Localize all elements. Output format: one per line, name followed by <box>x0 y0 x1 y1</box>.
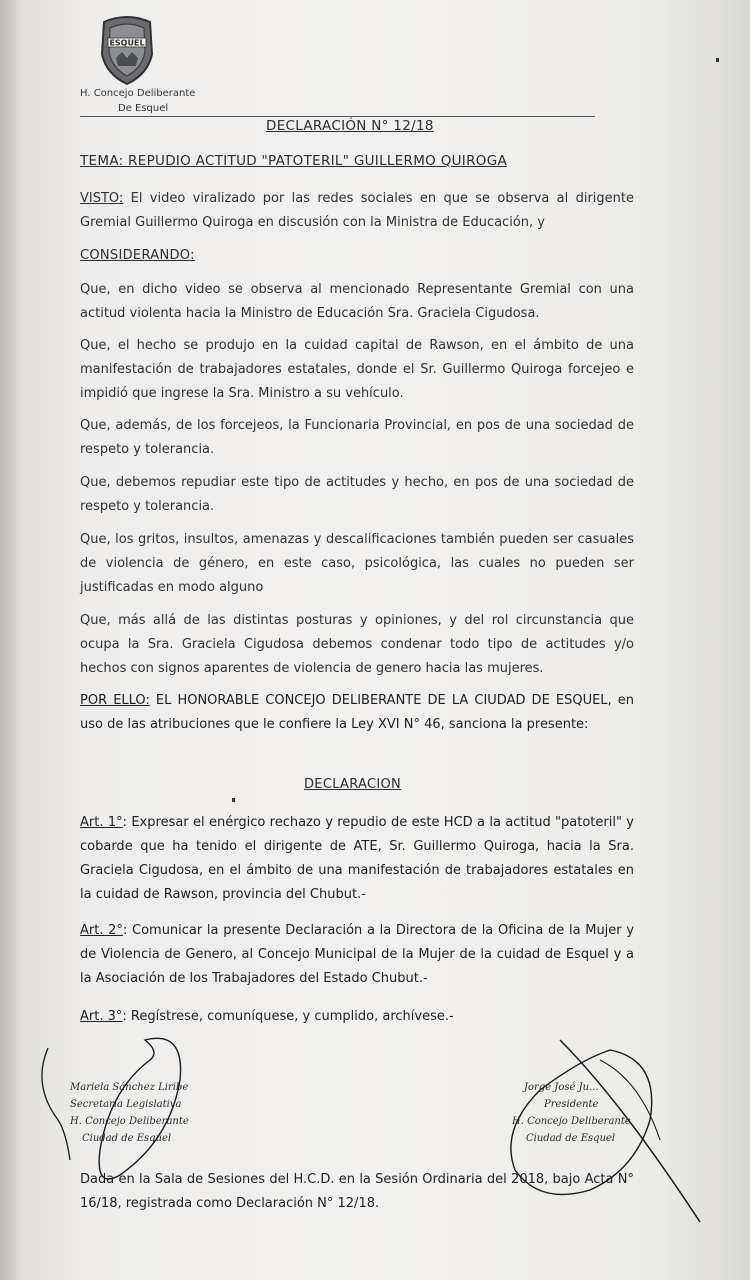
left-signer-name: Mariela Sánchez Liribe <box>70 1082 189 1093</box>
article-2-text: : Comunicar la presente Declaración a la Directora de la Oficina de la Mujer y de Violencia de Genero, al Concejo Municipal de la Mujer de la cuidad de Esquel y a la Asociación de los Trabajadores del Estado Chubut.- <box>80 923 635 986</box>
council-city: De Esquel <box>118 103 169 114</box>
left-signature-stroke-2 <box>42 1048 70 1160</box>
right-signer-name: Jorge José Ju... <box>524 1082 599 1093</box>
considerando-1: Que, en dicho video se observa al mencionado Representante Gremial con una actitud violenta hacia la Ministro de Educación Sra. Graciela Cigudosa. <box>80 282 634 321</box>
considerando-4: Que, debemos repudiar este tipo de actitudes y hecho, en pos de una sociedad de respeto y tolerancia. <box>80 475 634 514</box>
closing-paragraph: Dada en la Sala de Sesiones del H.C.D. en la Sesión Ordinaria del 2018, bajo Acta N° 16/18, registrada como Declaración N° 12/18. <box>80 1172 634 1211</box>
right-signature-block <box>512 1079 631 1147</box>
article-1-label: Art. 1° <box>80 815 123 830</box>
document-title: DECLARACIÓN N° 12/18 <box>266 118 434 134</box>
right-signer-city: Ciudad de Esquel <box>526 1133 616 1144</box>
considerando-label: CONSIDERANDO: <box>80 248 195 263</box>
right-signer-role: Presidente <box>544 1099 599 1110</box>
council-name: H. Concejo Deliberante <box>80 88 196 99</box>
por-ello-text: EL HONORABLE CONCEJO DELIBERANTE DE LA CIUDAD DE ESQUEL, en uso de las atribuciones que le confiere la Ley XVI N° 46, sanciona la presente: <box>80 693 634 732</box>
logo-text: ESQUEL <box>109 38 145 48</box>
article-3-text: : Regístrese, comuníquese, y cumplido, archívese.- <box>122 1009 454 1024</box>
left-signer-org: H. Concejo Deliberante <box>70 1116 189 1127</box>
visto-text: El video viralizado por las redes sociales en que se observa al dirigente Gremial Guillermo Quiroga en discusión con la Ministra de Educación, y <box>80 191 634 230</box>
right-signer-org: H. Concejo Deliberante <box>512 1116 631 1127</box>
considerando-2: Que, el hecho se produjo en la cuidad capital de Rawson, en el ámbito de una manifestación de trabajadores estatales, donde el Sr. Guillermo Quiroga forcejeo e impidió que ingrese la Sra. Ministro a su vehículo. <box>80 338 634 401</box>
document-subject: TEMA: REPUDIO ACTITUD "PATOTERIL" GUILLERMO QUIROGA <box>80 153 507 169</box>
considerando-3: Que, además, de los forcejeos, la Funcionaria Provincial, en pos de una sociedad de respeto y tolerancia. <box>80 418 634 457</box>
considerando-6: Que, más allá de las distintas posturas y opiniones, y del rol circunstancia que ocupa la Sra. Graciela Cigudosa debemos condenar todo tipo de actitudes y/o hechos con signos aparentes de violencia de genero hacia las mujeres. <box>80 613 634 676</box>
left-signature-block <box>70 1079 189 1147</box>
article-3-label: Art. 3° <box>80 1009 123 1024</box>
declaracion-heading: DECLARACION <box>304 777 402 792</box>
article-1-text: : Expresar el enérgico rechazo y repudio de este HCD a la actitud "patoteril" y cobarde que ha tenido el dirigente de ATE, Sr. Guillermo Quiroga, hacia la Sra. Graciela Cigudosa, en el ámbito de una manifestación de trabajadores estatales en la cuidad de Rawson, provincia del Chubut.- <box>80 815 634 902</box>
left-signer-role: Secretaria Legislativa <box>70 1099 182 1110</box>
considerando-5: Que, los gritos, insultos, amenazas y descalificaciones también pueden ser casuales de violencia de género, en este caso, psicológica, las cuales no pueden ser justificadas en modo alguno <box>80 532 634 595</box>
article-2-label: Art. 2° <box>80 923 123 938</box>
visto-label: VISTO: <box>80 191 124 206</box>
por-ello-label: POR ELLO: <box>80 693 150 708</box>
left-signer-city: Ciudad de Esquel <box>82 1133 172 1144</box>
